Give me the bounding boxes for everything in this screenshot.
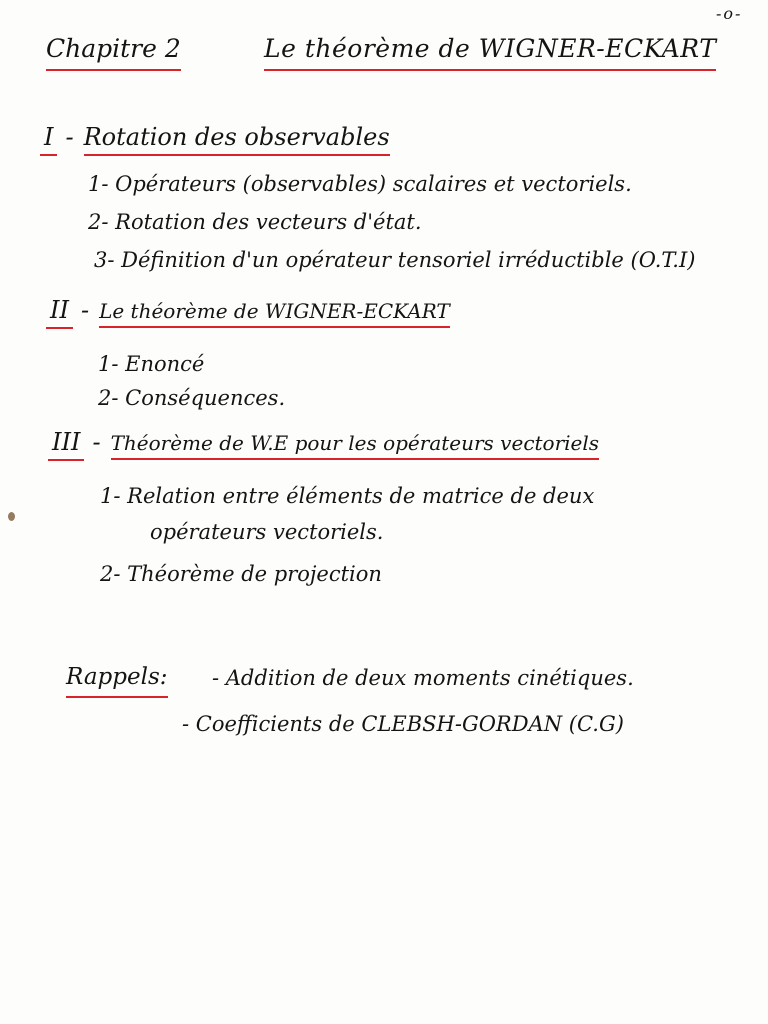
section-1 bbox=[40, 123, 390, 156]
section-2-item-2: 2- Conséquences. bbox=[98, 386, 286, 410]
page-number: -o- bbox=[716, 4, 743, 23]
section-2-title: Le théorème de WIGNER-ECKART bbox=[99, 299, 450, 328]
section-1-heading bbox=[40, 123, 390, 156]
section-3-title: Théorème de W.E pour les opérateurs vectoriels bbox=[111, 431, 600, 460]
chapter-label bbox=[46, 34, 181, 71]
section-2-dash: - bbox=[80, 296, 90, 324]
chapter-label-text: Chapitre 2 bbox=[46, 34, 181, 71]
section-3-dash: - bbox=[92, 428, 101, 456]
section-2-heading bbox=[46, 296, 450, 329]
section-1-title: Rotation des observables bbox=[84, 123, 390, 156]
rappels-item-2: - Coefficients de CLEBSH-GORDAN (C.G) bbox=[182, 712, 624, 736]
section-1-item-3: 3- Définition d'un opérateur tensoriel irréductible (O.T.I) bbox=[94, 248, 696, 272]
section-2-numeral: II bbox=[46, 296, 73, 329]
section-2 bbox=[46, 296, 450, 329]
chapter-title bbox=[264, 34, 716, 71]
rappels-label: Rappels: bbox=[66, 664, 168, 698]
section-1-item-1: 1- Opérateurs (observables) scalaires et vectoriels. bbox=[88, 172, 632, 196]
chapter-title-text: Le théorème de WIGNER-ECKART bbox=[264, 34, 716, 71]
section-1-numeral: I bbox=[40, 123, 57, 156]
section-3-item-2: 2- Théorème de projection bbox=[100, 562, 382, 586]
section-3-item-1: 1- Relation entre éléments de matrice de deux bbox=[100, 484, 595, 508]
section-1-item-2: 2- Rotation des vecteurs d'état. bbox=[88, 210, 422, 234]
section-1-dash: - bbox=[65, 123, 74, 151]
section-3 bbox=[48, 428, 599, 461]
rappels-block bbox=[66, 664, 168, 698]
paper-smudge bbox=[8, 512, 15, 521]
section-3-numeral: III bbox=[48, 428, 84, 461]
section-3-item-1-continued: opérateurs vectoriels. bbox=[150, 520, 384, 544]
section-2-item-1: 1- Enoncé bbox=[98, 352, 205, 376]
section-3-heading bbox=[48, 428, 599, 461]
rappels-item-1: - Addition de deux moments cinétiques. bbox=[212, 666, 634, 690]
